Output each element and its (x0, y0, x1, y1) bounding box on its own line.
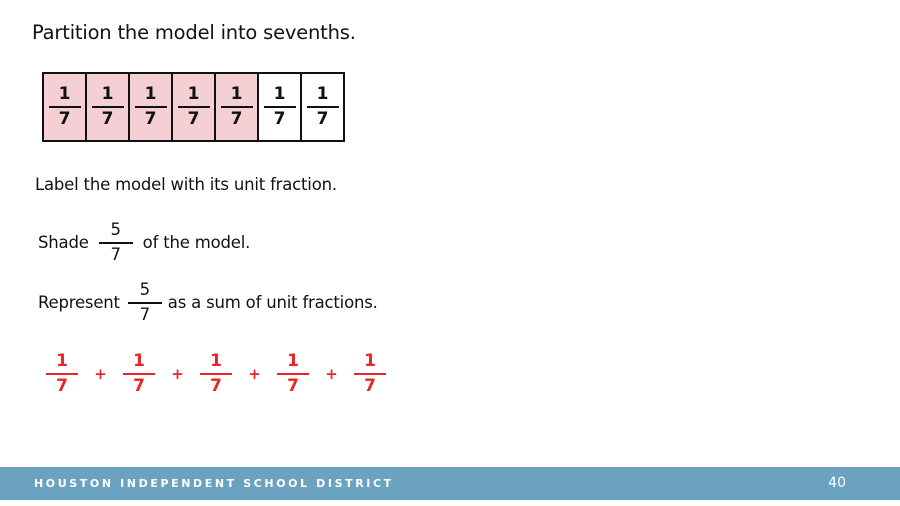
numerator: 1 (364, 351, 376, 371)
numerator: 5 (139, 280, 150, 299)
sum-term (200, 353, 232, 395)
fraction-bar (277, 373, 309, 375)
denominator: 7 (273, 109, 286, 129)
unit-fraction (92, 86, 124, 128)
fraction-bar (200, 373, 232, 375)
numerator: 1 (287, 351, 299, 371)
shade-text-after: of the model. (142, 233, 251, 252)
numerator: 1 (56, 351, 68, 371)
unit-fraction (49, 86, 81, 128)
represent-text: Represent (38, 293, 120, 312)
fraction-bar (99, 242, 133, 244)
plus-sign: + (94, 365, 107, 383)
sum-term (277, 353, 309, 395)
numerator: 1 (133, 351, 145, 371)
model-cell (44, 74, 87, 140)
model-cell (130, 74, 173, 140)
shade-fraction (99, 222, 133, 263)
model-cell (302, 74, 343, 140)
district-name: HOUSTON INDEPENDENT SCHOOL DISTRICT (34, 477, 394, 490)
fraction-bar (92, 106, 124, 108)
fraction-bar (135, 106, 167, 108)
fraction-bar (221, 106, 253, 108)
model-cell (259, 74, 302, 140)
represent-instruction (38, 282, 378, 323)
fraction-bar (307, 106, 339, 108)
fraction-bar (128, 302, 162, 304)
fraction-bar (123, 373, 155, 375)
denominator: 7 (287, 376, 299, 396)
fraction-bar (46, 373, 78, 375)
fraction-bar (49, 106, 81, 108)
model-cell (173, 74, 216, 140)
denominator: 7 (187, 109, 200, 129)
unit-fraction (307, 86, 339, 128)
denominator: 7 (210, 376, 222, 396)
denominator: 7 (58, 109, 71, 129)
page-number: 40 (828, 475, 846, 491)
model-cell (87, 74, 130, 140)
unit-fraction (178, 86, 210, 128)
plus-sign: + (171, 365, 184, 383)
numerator: 1 (316, 84, 329, 104)
fraction-bar (264, 106, 296, 108)
unit-fraction (264, 86, 296, 128)
page-title: Partition the model into sevenths. (32, 21, 356, 44)
fraction-bar (354, 373, 386, 375)
sum-term (123, 353, 155, 395)
denominator: 7 (56, 376, 68, 396)
unit-fraction (135, 86, 167, 128)
numerator: 1 (210, 351, 222, 371)
numerator: 5 (110, 220, 121, 239)
shade-text: Shade (38, 233, 89, 252)
sum-term (46, 353, 78, 395)
model-cell (216, 74, 259, 140)
unit-fraction-sum (46, 353, 386, 395)
denominator: 7 (133, 376, 145, 396)
denominator: 7 (110, 244, 121, 264)
unit-fraction (221, 86, 253, 128)
numerator: 1 (101, 84, 114, 104)
fraction-model (42, 72, 345, 142)
denominator: 7 (316, 109, 329, 129)
numerator: 1 (58, 84, 71, 104)
fraction-bar (178, 106, 210, 108)
plus-sign: + (248, 365, 261, 383)
plus-sign: + (325, 365, 338, 383)
numerator: 1 (230, 84, 243, 104)
represent-text-after: as a sum of unit fractions. (167, 293, 378, 312)
shade-instruction (38, 222, 250, 263)
represent-fraction (128, 282, 162, 323)
footer-bar (0, 467, 900, 500)
denominator: 7 (139, 304, 150, 324)
denominator: 7 (364, 376, 376, 396)
numerator: 1 (187, 84, 200, 104)
denominator: 7 (101, 109, 114, 129)
numerator: 1 (144, 84, 157, 104)
denominator: 7 (230, 109, 243, 129)
numerator: 1 (273, 84, 286, 104)
sum-term (354, 353, 386, 395)
label-instruction: Label the model with its unit fraction. (35, 175, 337, 194)
denominator: 7 (144, 109, 157, 129)
